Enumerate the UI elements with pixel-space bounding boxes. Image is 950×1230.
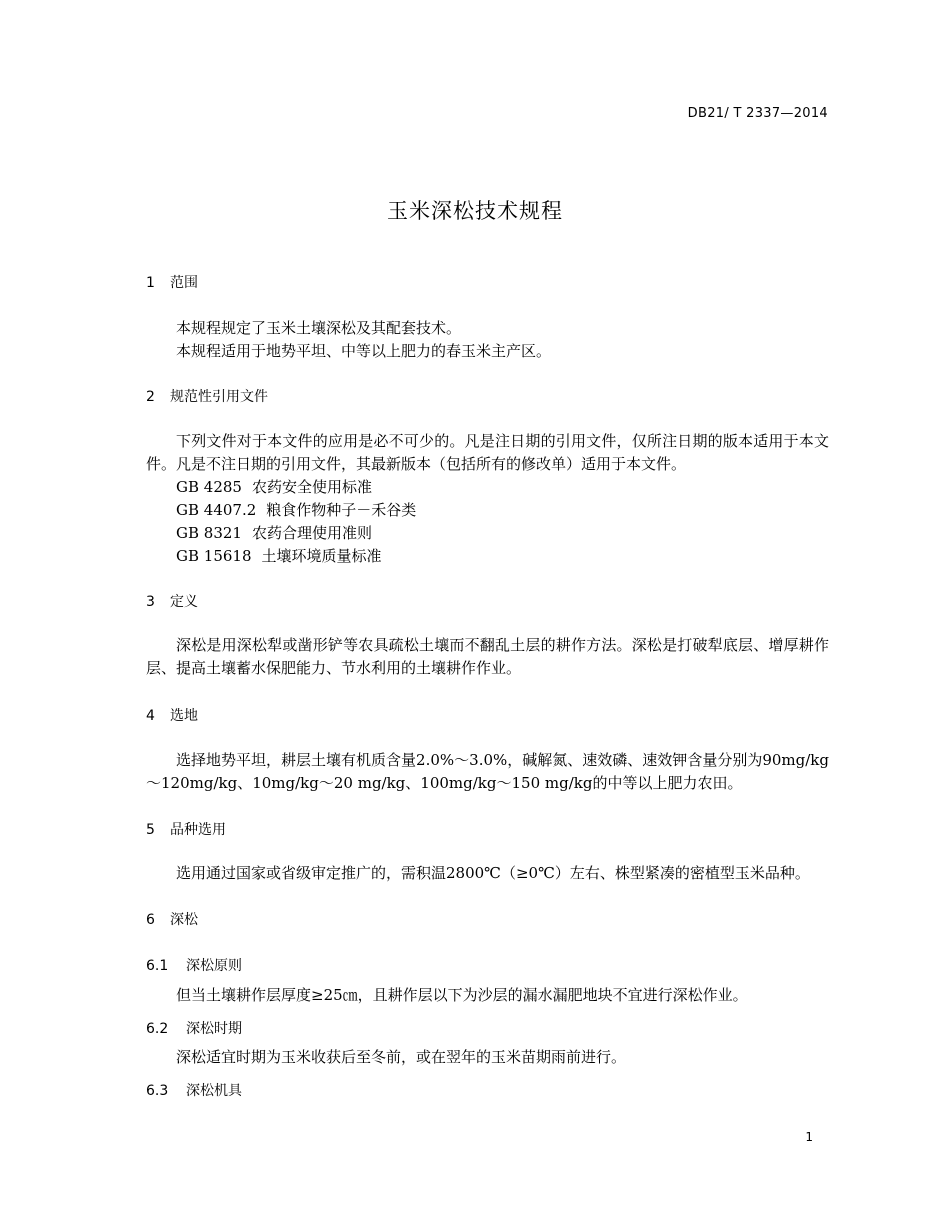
section-title: 定义 [170, 594, 198, 610]
reference-item [176, 545, 382, 566]
reference-item [176, 522, 372, 543]
section-5-heading [146, 819, 226, 839]
subsection-title: 深松机具 [186, 1083, 242, 1099]
section-title: 品种选用 [170, 822, 226, 838]
section-6-heading [146, 909, 198, 929]
subsection-6-1-paragraph: 但当土壤耕作层厚度≥25㎝，且耕作层以下为沙层的漏水漏肥地块不宜进行深松作业。 [176, 986, 748, 1004]
subsection-6-2-heading [146, 1018, 242, 1038]
section-1-paragraph-1: 本规程规定了玉米土壤深松及其配套技术。 [176, 319, 462, 337]
subsection-6-1-heading [146, 955, 242, 975]
section-4-heading [146, 705, 198, 725]
subsection-title: 深松原则 [186, 958, 242, 974]
subsection-6-3-heading [146, 1080, 242, 1100]
reference-code: GB 4285 [176, 478, 242, 496]
section-4-paragraph: 选择地势平坦，耕层土壤有机质含量2.0%～3.0%，碱解氮、速效磷、速效钾含量分别为90mg/kg～120mg/kg、10mg/kg～20 mg/kg、100mg/kg～150 mg/kg的中等以上肥力农田。 [146, 751, 829, 792]
section-number: 4 [146, 708, 155, 724]
document-number: DB21/ T 2337—2014 [687, 106, 828, 121]
reference-item [176, 499, 416, 520]
section-title: 深松 [170, 912, 198, 928]
page-number: 1 [805, 1130, 813, 1144]
subsection-title: 深松时期 [186, 1021, 242, 1037]
reference-code: GB 15618 [176, 547, 252, 565]
reference-name: 农药安全使用标准 [251, 478, 372, 496]
reference-name: 粮食作物种子－禾谷类 [266, 501, 417, 519]
section-number: 3 [146, 594, 155, 610]
section-title: 范围 [170, 275, 198, 291]
section-3-paragraph: 深松是用深松犁或凿形铲等农具疏松土壤而不翻乱土层的耕作方法。深松是打破犁底层、增厚耕作层、提高土壤蓄水保肥能力、节水利用的土壤耕作作业。 [146, 636, 829, 677]
section-title: 选地 [170, 708, 198, 724]
section-5-paragraph: 选用通过国家或省级审定推广的，需积温2800℃（≥0℃）左右、株型紧凑的密植型玉米品种。 [176, 864, 810, 882]
section-number: 6 [146, 912, 155, 928]
subsection-number: 6.2 [146, 1021, 169, 1037]
reference-name: 农药合理使用准则 [251, 524, 372, 542]
subsection-number: 6.1 [146, 958, 169, 974]
page-title: 玉米深松技术规程 [387, 199, 563, 223]
section-1-paragraph-2: 本规程适用于地势平坦、中等以上肥力的春玉米主产区。 [176, 342, 552, 360]
section-number: 1 [146, 275, 155, 291]
reference-code: GB 4407.2 [176, 501, 257, 519]
section-3-heading [146, 591, 198, 611]
subsection-number: 6.3 [146, 1083, 169, 1099]
reference-code: GB 8321 [176, 524, 242, 542]
section-2-paragraph: 下列文件对于本文件的应用是必不可少的。凡是注日期的引用文件，仅所注日期的版本适用于本文件。凡是不注日期的引用文件，其最新版本（包括所有的修改单）适用于本文件。 [146, 432, 829, 473]
reference-item [176, 476, 372, 497]
section-number: 5 [146, 822, 155, 838]
subsection-6-2-paragraph: 深松适宜时期为玉米收获后至冬前，或在翌年的玉米苗期雨前进行。 [176, 1048, 627, 1066]
section-number: 2 [146, 389, 155, 405]
section-2-heading [146, 386, 268, 406]
reference-name: 土壤环境质量标准 [261, 547, 382, 565]
section-1-heading [146, 272, 198, 292]
section-title: 规范性引用文件 [170, 389, 268, 405]
